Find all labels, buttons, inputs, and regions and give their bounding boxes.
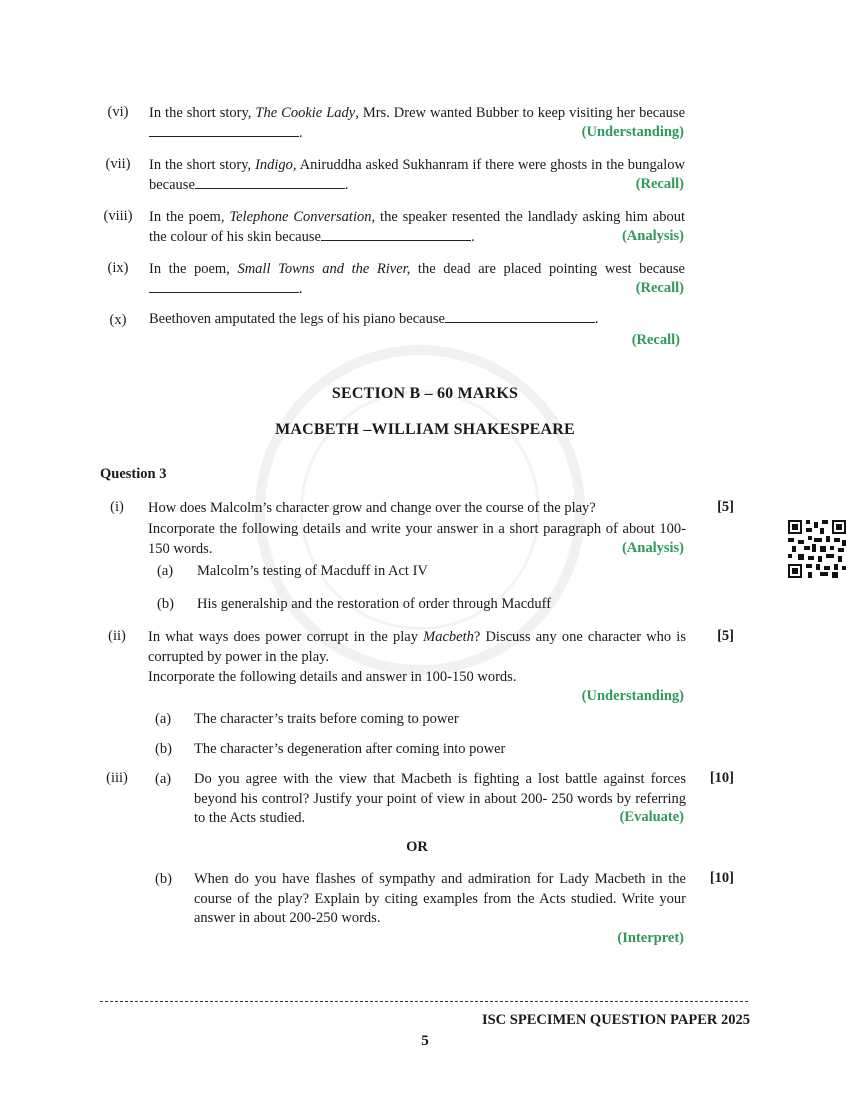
question-label: Question 3 — [100, 466, 167, 482]
skill-tag: (Evaluate) — [619, 809, 684, 825]
item-number: (vii) — [105, 156, 131, 172]
sub-label: (a) — [155, 771, 172, 787]
question-text: How does Malcolm’s character grow and change over the course of the play? — [148, 500, 596, 516]
question-text: When do you have flashes of sympathy and admiration for Lady Macbeth in the course of the play? Explain by citing examples from the Acts studied. Write your answer in about 200-250 words. — [194, 871, 686, 926]
marks-badge: [5] — [717, 628, 734, 644]
page-number: 5 — [421, 1033, 429, 1049]
answer-blank[interactable] — [149, 124, 299, 137]
item-number: (x) — [109, 312, 127, 328]
sub-text: The character’s traits before coming to power — [194, 711, 459, 727]
question-text: In what ways does power corrupt in the play Macbeth? Discuss any one character who is corrupted by power in the play. — [148, 629, 686, 665]
skill-tag: (Understanding) — [581, 688, 684, 704]
skill-tag: (Recall) — [635, 280, 684, 296]
marks-badge: [10] — [709, 770, 734, 786]
qr-code-icon — [788, 520, 846, 578]
skill-tag: (Analysis) — [621, 228, 684, 244]
footer-title: ISC SPECIMEN QUESTION PAPER 2025 — [481, 1012, 750, 1028]
sub-label: (b) — [155, 871, 172, 887]
skill-tag: (Interpret) — [617, 930, 684, 946]
sub-text: The character’s degeneration after coming into power — [194, 741, 506, 757]
question-instructions: Incorporate the following details and answer in 100-150 words. — [148, 669, 517, 685]
marks-badge: [10] — [709, 870, 734, 886]
item-text: In the short story, Indigo, Aniruddha asked Sukhanram if there were ghosts in the bungalow because . — [149, 157, 685, 193]
answer-blank[interactable] — [321, 228, 471, 241]
item-text: In the poem, Small Towns and the River, the dead are placed pointing west because. — [149, 261, 685, 297]
sub-text: His generalship and the restoration of order through Macduff — [197, 596, 552, 612]
item-number: (i) — [110, 499, 124, 515]
answer-blank[interactable] — [445, 310, 595, 323]
question-instructions: Incorporate the following details and write your answer in a short paragraph of about 100-150 words. — [148, 521, 686, 557]
item-number: (vi) — [107, 104, 129, 120]
or-divider: OR — [406, 839, 428, 855]
question-text: Do you agree with the view that Macbeth is fighting a lost battle against forces beyond his control? Justify your point of view in about 200- 250 words by referring to the Acts studied. — [194, 771, 686, 826]
sub-label: (a) — [155, 711, 172, 727]
footer-divider — [100, 1001, 748, 1002]
sub-label: (b) — [155, 741, 172, 757]
skill-tag: (Recall) — [635, 176, 684, 192]
sub-text: Malcolm’s testing of Macduff in Act IV — [197, 563, 428, 579]
section-subheading: MACBETH –WILLIAM SHAKESPEARE — [275, 421, 575, 438]
item-text: In the poem, Telephone Conversation, the speaker resented the landlady asking him about the colour of his skin because . — [149, 209, 685, 245]
item-number: (ii) — [108, 628, 126, 644]
sub-label: (a) — [157, 563, 174, 579]
sub-label: (b) — [157, 596, 174, 612]
marks-badge: [5] — [717, 499, 734, 515]
item-number: (viii) — [103, 208, 133, 224]
item-number: (iii) — [106, 770, 128, 786]
skill-tag: (Understanding) — [581, 124, 684, 140]
answer-blank[interactable] — [149, 280, 299, 293]
section-heading: SECTION B – 60 MARKS — [331, 385, 519, 402]
item-text: In the short story, The Cookie Lady, Mrs. Drew wanted Bubber to keep visiting her because. — [149, 105, 686, 141]
answer-blank[interactable] — [195, 176, 345, 189]
item-number: (ix) — [107, 260, 129, 276]
skill-tag: (Recall) — [631, 332, 680, 348]
item-text: Beethoven amputated the legs of his piano because . — [149, 311, 599, 327]
skill-tag: (Analysis) — [621, 540, 684, 556]
